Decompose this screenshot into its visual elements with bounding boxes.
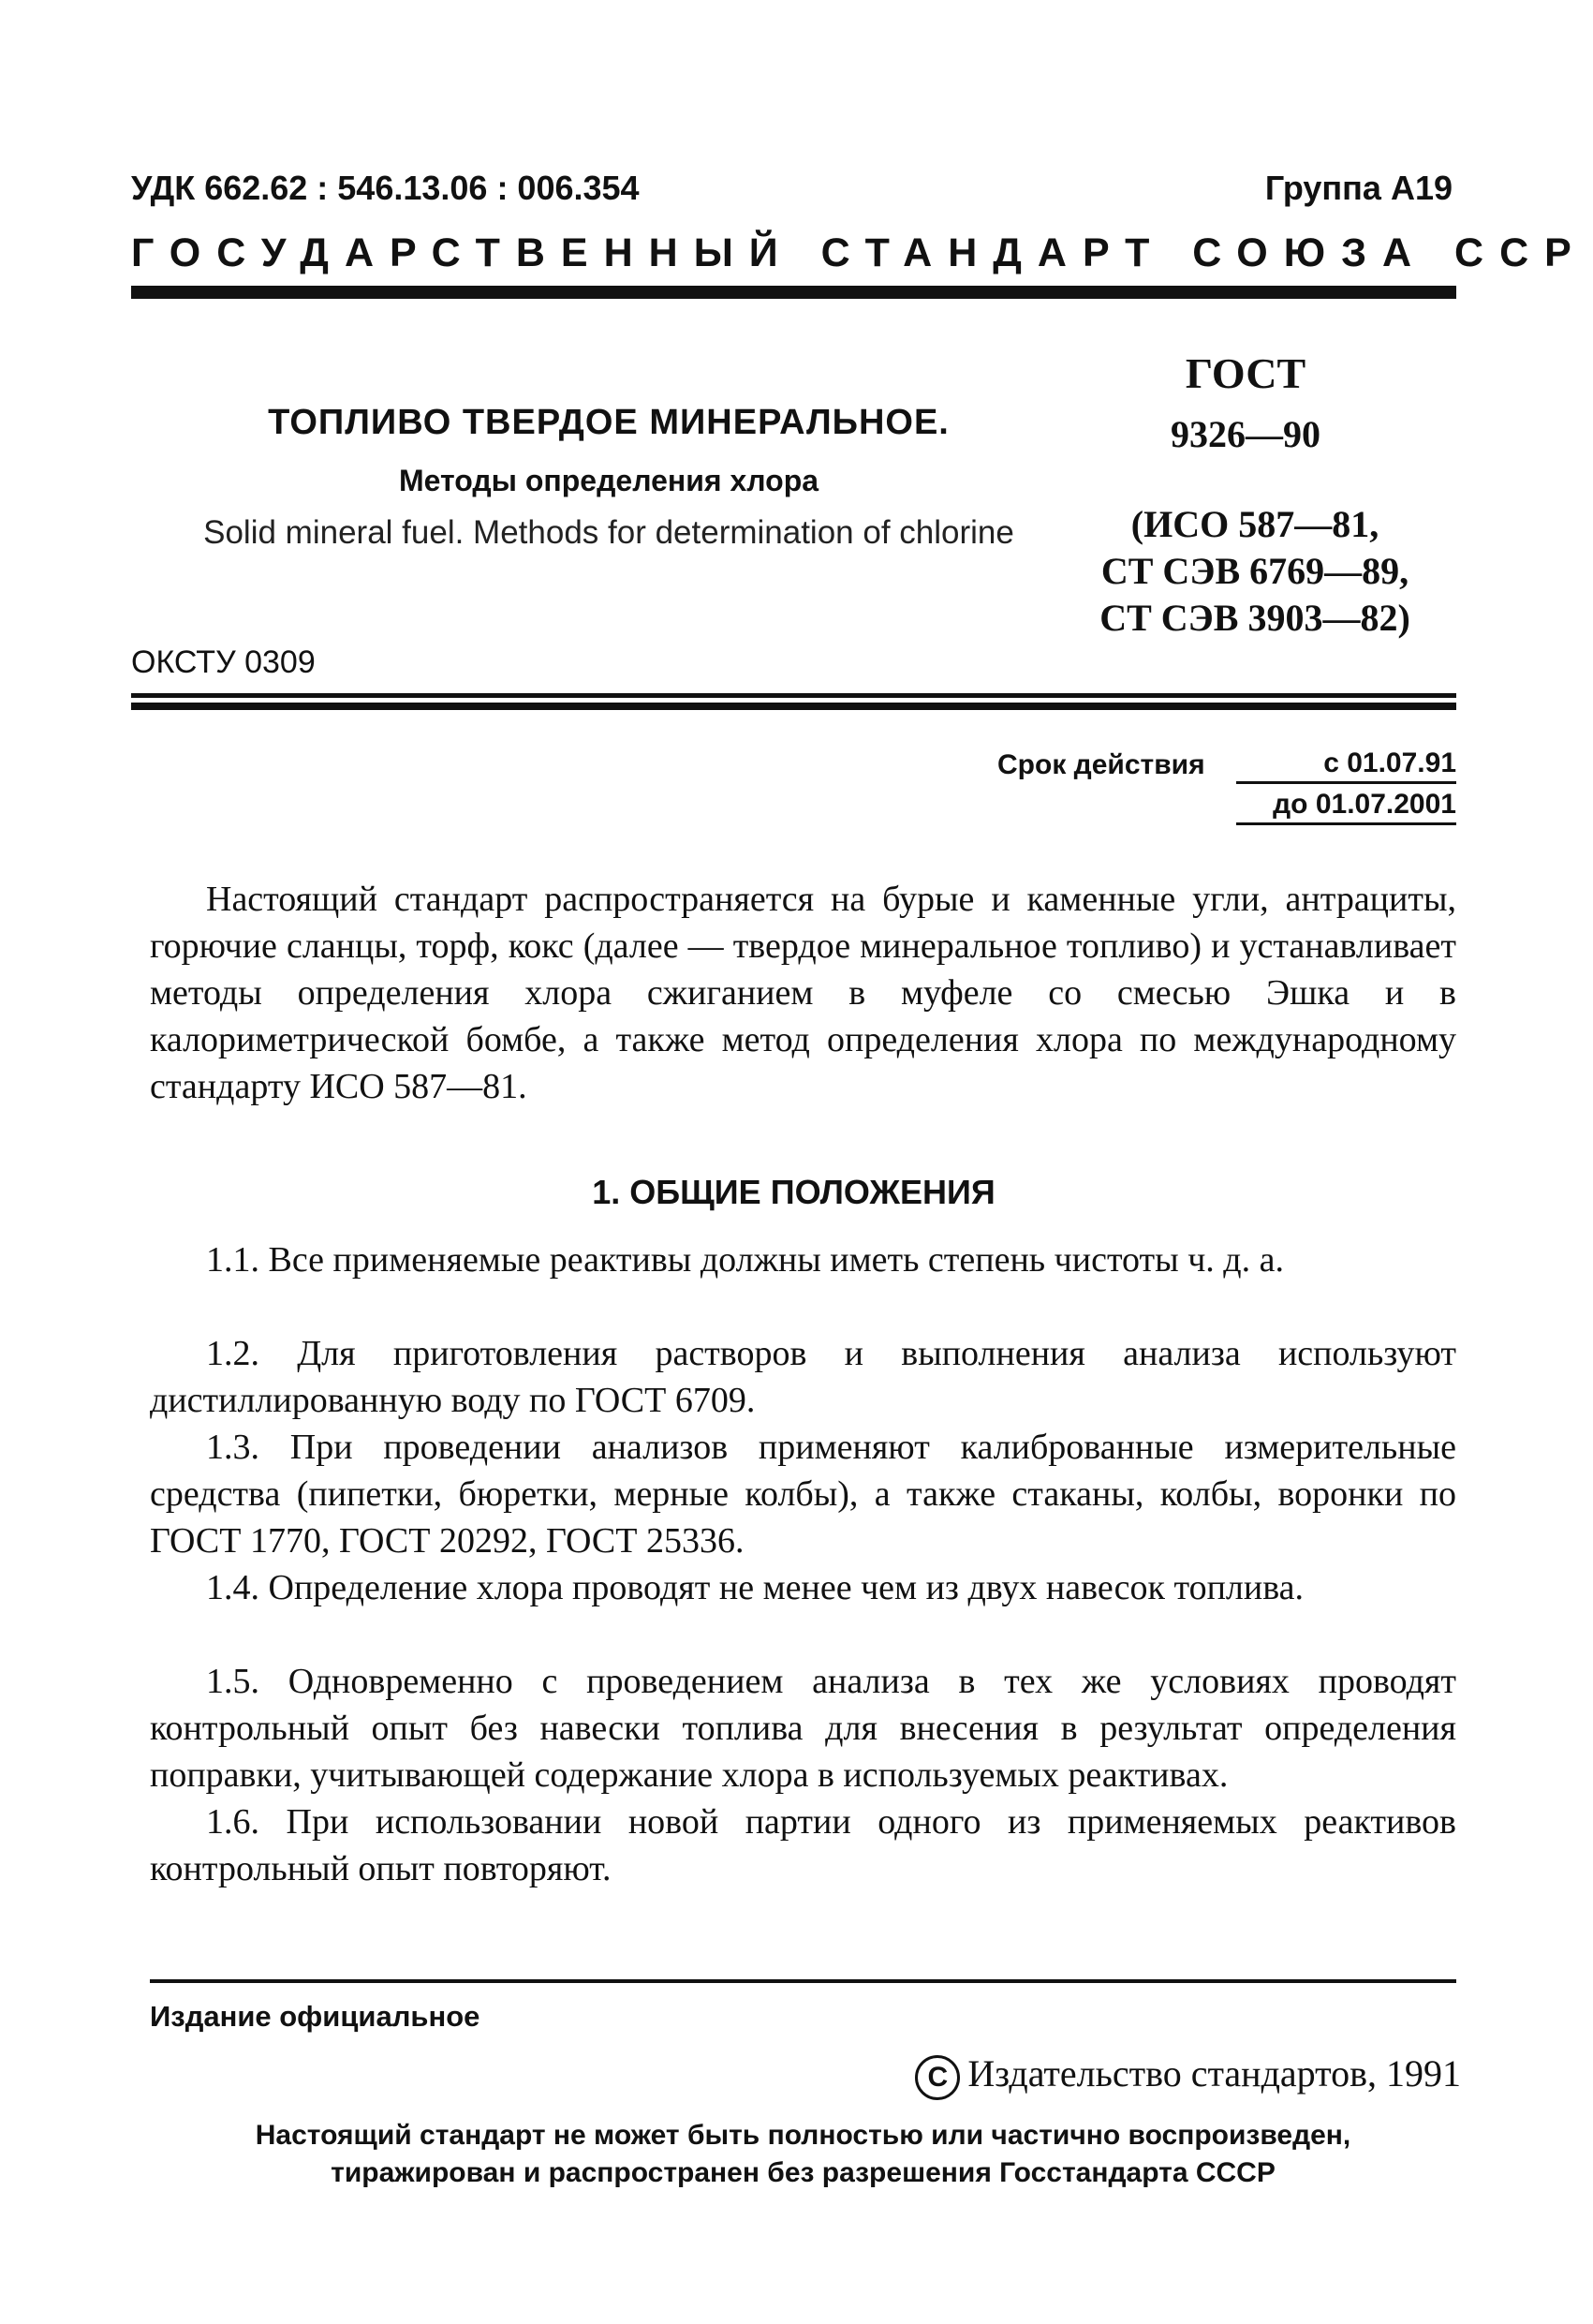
related-standard-sev-1: СТ СЭВ 6769—89, <box>1100 550 1409 592</box>
udk-code: УДК 662.62 : 546.13.06 : 006.354 <box>131 169 640 207</box>
validity-to: до 01.07.2001 <box>1236 789 1456 825</box>
validity-from: с 01.07.91 <box>1236 748 1456 784</box>
clause-1-1: 1.1. Все применяемые реактивы должны иметь степень чистоты ч. д. а. <box>206 1240 1285 1280</box>
validity-label: Срок действия <box>997 749 1205 780</box>
title-divider-top <box>131 693 1456 698</box>
copyright-icon: C <box>915 2055 960 2100</box>
gost-label: ГОСТ <box>1185 349 1306 397</box>
state-standard-banner: ГОСУДАРСТВЕННЫЙ СТАНДАРТ СОЮЗА ССР <box>131 230 1587 275</box>
document-title: ТОПЛИВО ТВЕРДОЕ МИНЕРАЛЬНОЕ. <box>268 403 950 442</box>
gost-number: 9326—90 <box>1171 413 1320 455</box>
title-divider-bottom <box>131 703 1456 710</box>
header-divider <box>131 286 1456 299</box>
intro-paragraph: Настоящий стандарт распространяется на бурые и каменные угли, антрациты, горючие сланцы, торф, кокс (далее — твердое минеральное топливо) и устанавливает методы определения хлора сжиганием в муфеле со смесью Эшка и в калориметрической бомбе, а также метод определения хлора по международному стандарту ИСО 587—81. <box>150 880 1456 1106</box>
reproduction-notice <box>150 2117 1456 2192</box>
reproduction-notice-line-1: Настоящий стандарт не может быть полностью или частично воспроизведен, <box>255 2120 1351 2151</box>
reproduction-notice-line-2: тиражирован и распространен без разрешения Госстандарта СССР <box>331 2157 1276 2188</box>
document-title-english: Solid mineral fuel. Methods for determination of chlorine <box>203 514 1014 551</box>
clause-1-2: 1.2. Для приготовления растворов и выполнения анализа используют дистиллированную воду по ГОСТ 6709. <box>150 1334 1456 1420</box>
okstu-code: ОКСТУ 0309 <box>131 644 316 680</box>
related-standards <box>1058 501 1452 642</box>
edition-label: Издание официальное <box>150 2000 480 2033</box>
document-subtitle: Методы определения хлора <box>398 464 819 497</box>
copyright-text: Издательство стандартов, 1991 <box>967 2052 1461 2095</box>
copyright-line <box>777 2051 1461 2100</box>
footer-divider <box>150 1979 1456 1983</box>
section-heading: 1. ОБЩИЕ ПОЛОЖЕНИЯ <box>592 1173 996 1211</box>
group-code: Группа А19 <box>1264 169 1453 207</box>
clause-1-5: 1.5. Одновременно с проведением анализа в тех же условиях проводят контрольный опыт без навески топлива для внесения в результат определения поправки, учитывающей содержание хлора в используемых реактивах. <box>150 1662 1456 1795</box>
related-standard-sev-2: СТ СЭВ 3903—82) <box>1099 597 1410 639</box>
clause-1-4: 1.4. Определение хлора проводят не менее чем из двух навесок топлива. <box>206 1568 1305 1607</box>
clause-1-3: 1.3. При проведении анализов применяют калиброванные измерительные средства (пипетки, бюретки, мерные колбы), а также стаканы, колбы, воронки по ГОСТ 1770, ГОСТ 20292, ГОСТ 25336. <box>150 1428 1456 1561</box>
related-standard-iso: (ИСО 587—81, <box>1130 503 1379 545</box>
clause-1-6: 1.6. При использовании новой партии одного из применяемых реактивов контрольный опыт повторяют. <box>150 1802 1456 1888</box>
